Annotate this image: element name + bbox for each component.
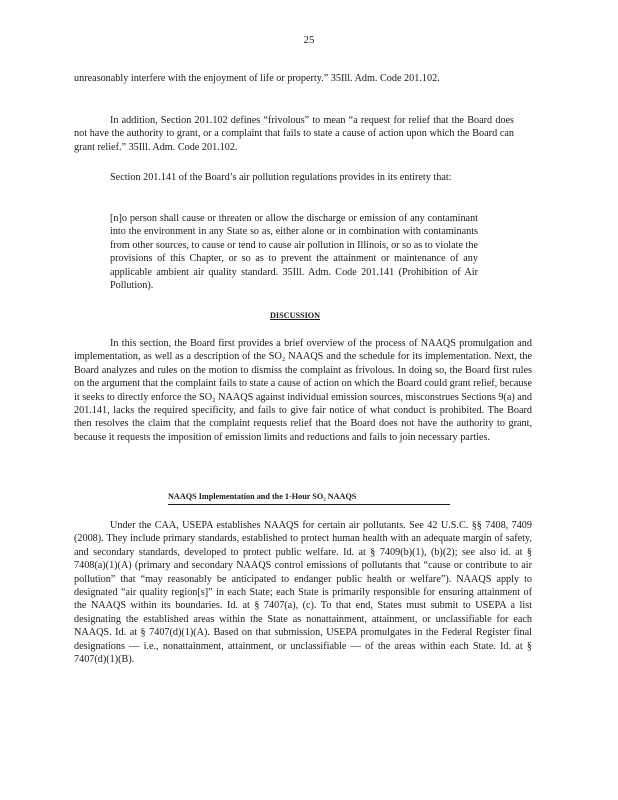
page-number: 25 xyxy=(303,34,315,46)
paragraph-discussion-overview xyxy=(74,337,532,444)
paragraph-text: In addition, Section 201.102 defines “frivolous” to mean “a request for relief that the Board does not have the authority to grant, or a complaint that fails to state a cause of action upon which the Board can grant relief.” 35Ill. Adm. Code 201.102. xyxy=(74,115,514,153)
paragraph-continuation xyxy=(74,72,498,85)
paragraph-text: Section 201.141 of the Board’s air pollution regulations provides in its entirety that: xyxy=(110,172,452,183)
section-subheading xyxy=(168,492,356,501)
subheading-text: NAAQS Implementation and the 1-Hour SO₂ NAAQS xyxy=(168,492,357,501)
subheading-underline xyxy=(168,504,450,505)
quote-text: [n]o person shall cause or threaten or allow the discharge or emission of any contaminant into the environment in any State so as, either alone or in combination with contaminants from other sources, to cause or tend to cause air pollution in Illinois, or so as to violate the provisions of this Chapter, or so as to prevent the attainment or maintenance of any applicable ambient air quality standard. 35Ill. Adm. Code 201.141 (Prohibition of Air Pollution). xyxy=(110,213,478,292)
paragraph-section-201-141 xyxy=(74,171,484,184)
paragraph-frivolous-definition xyxy=(74,114,514,154)
paragraph-text: Under the CAA, USEPA establishes NAAQS for certain air pollutants. See 42 U.S.C. §§ 7408, 7409 (2008). They include primary standards, established to protect human health with an adequate margin of safety, and secondary standards, developed to protect public welfare. Id. at § 7409(b)(1), (b)(2); see also id. at § 7408(a)(1)(A) (primary and secondary NAAQS control emissions of pollutants that “cause or contribute to air pollution” that “may reasonably be anticipated to endanger public health or welfare”). NAAQS apply to designated “air quality region[s]” in each State; each State is primarily responsible for ensuring attainment of the NAAQS within its boundaries. Id. at § 7407(a), (c). To that end, States must submit to USEPA a list designating the established areas within the State as nonattainment, attainment, or unclassifiable for each NAAQS. Id. at § 7407(d)(1)(A). Based on that submission, USEPA promulgates in the Federal Register final designations — i.e., nonattainment, attainment, or unclassifiable — of the areas within each State. Id. at § 7407(d)(1)(B). xyxy=(74,520,532,666)
paragraph-naaqs-implementation xyxy=(74,519,532,666)
paragraph-text: unreasonably interfere with the enjoyment of life or property.” 35Ill. Adm. Code 201.102. xyxy=(74,73,440,84)
paragraph-text: In this section, the Board first provides a brief overview of the process of NAAQS promulgation and implementation, as well as a description of the SO₂ NAAQS and the schedule for its implementation. Next, the Board analyzes and rules on the motion to dismiss the complaint as frivolous. In doing so, the Board first rules on the argument that the complaint fails to state a cause of action on which the Board could grant relief, because it seeks to directly enforce the SO₂ NAAQS against individual emission sources, misconstrues Sections 9(a) and 201.141, lacks the required specificity, and fails to give fair notice of what conduct is prohibited. The Board then resolves the claim that the complaint requests relief that the Board does not have the authority to grant, because it requests the imposition of emission limits and reductions and fails to join necessary parties. xyxy=(74,338,532,443)
block-quote xyxy=(110,212,478,292)
discussion-heading: DISCUSSION xyxy=(270,311,321,320)
